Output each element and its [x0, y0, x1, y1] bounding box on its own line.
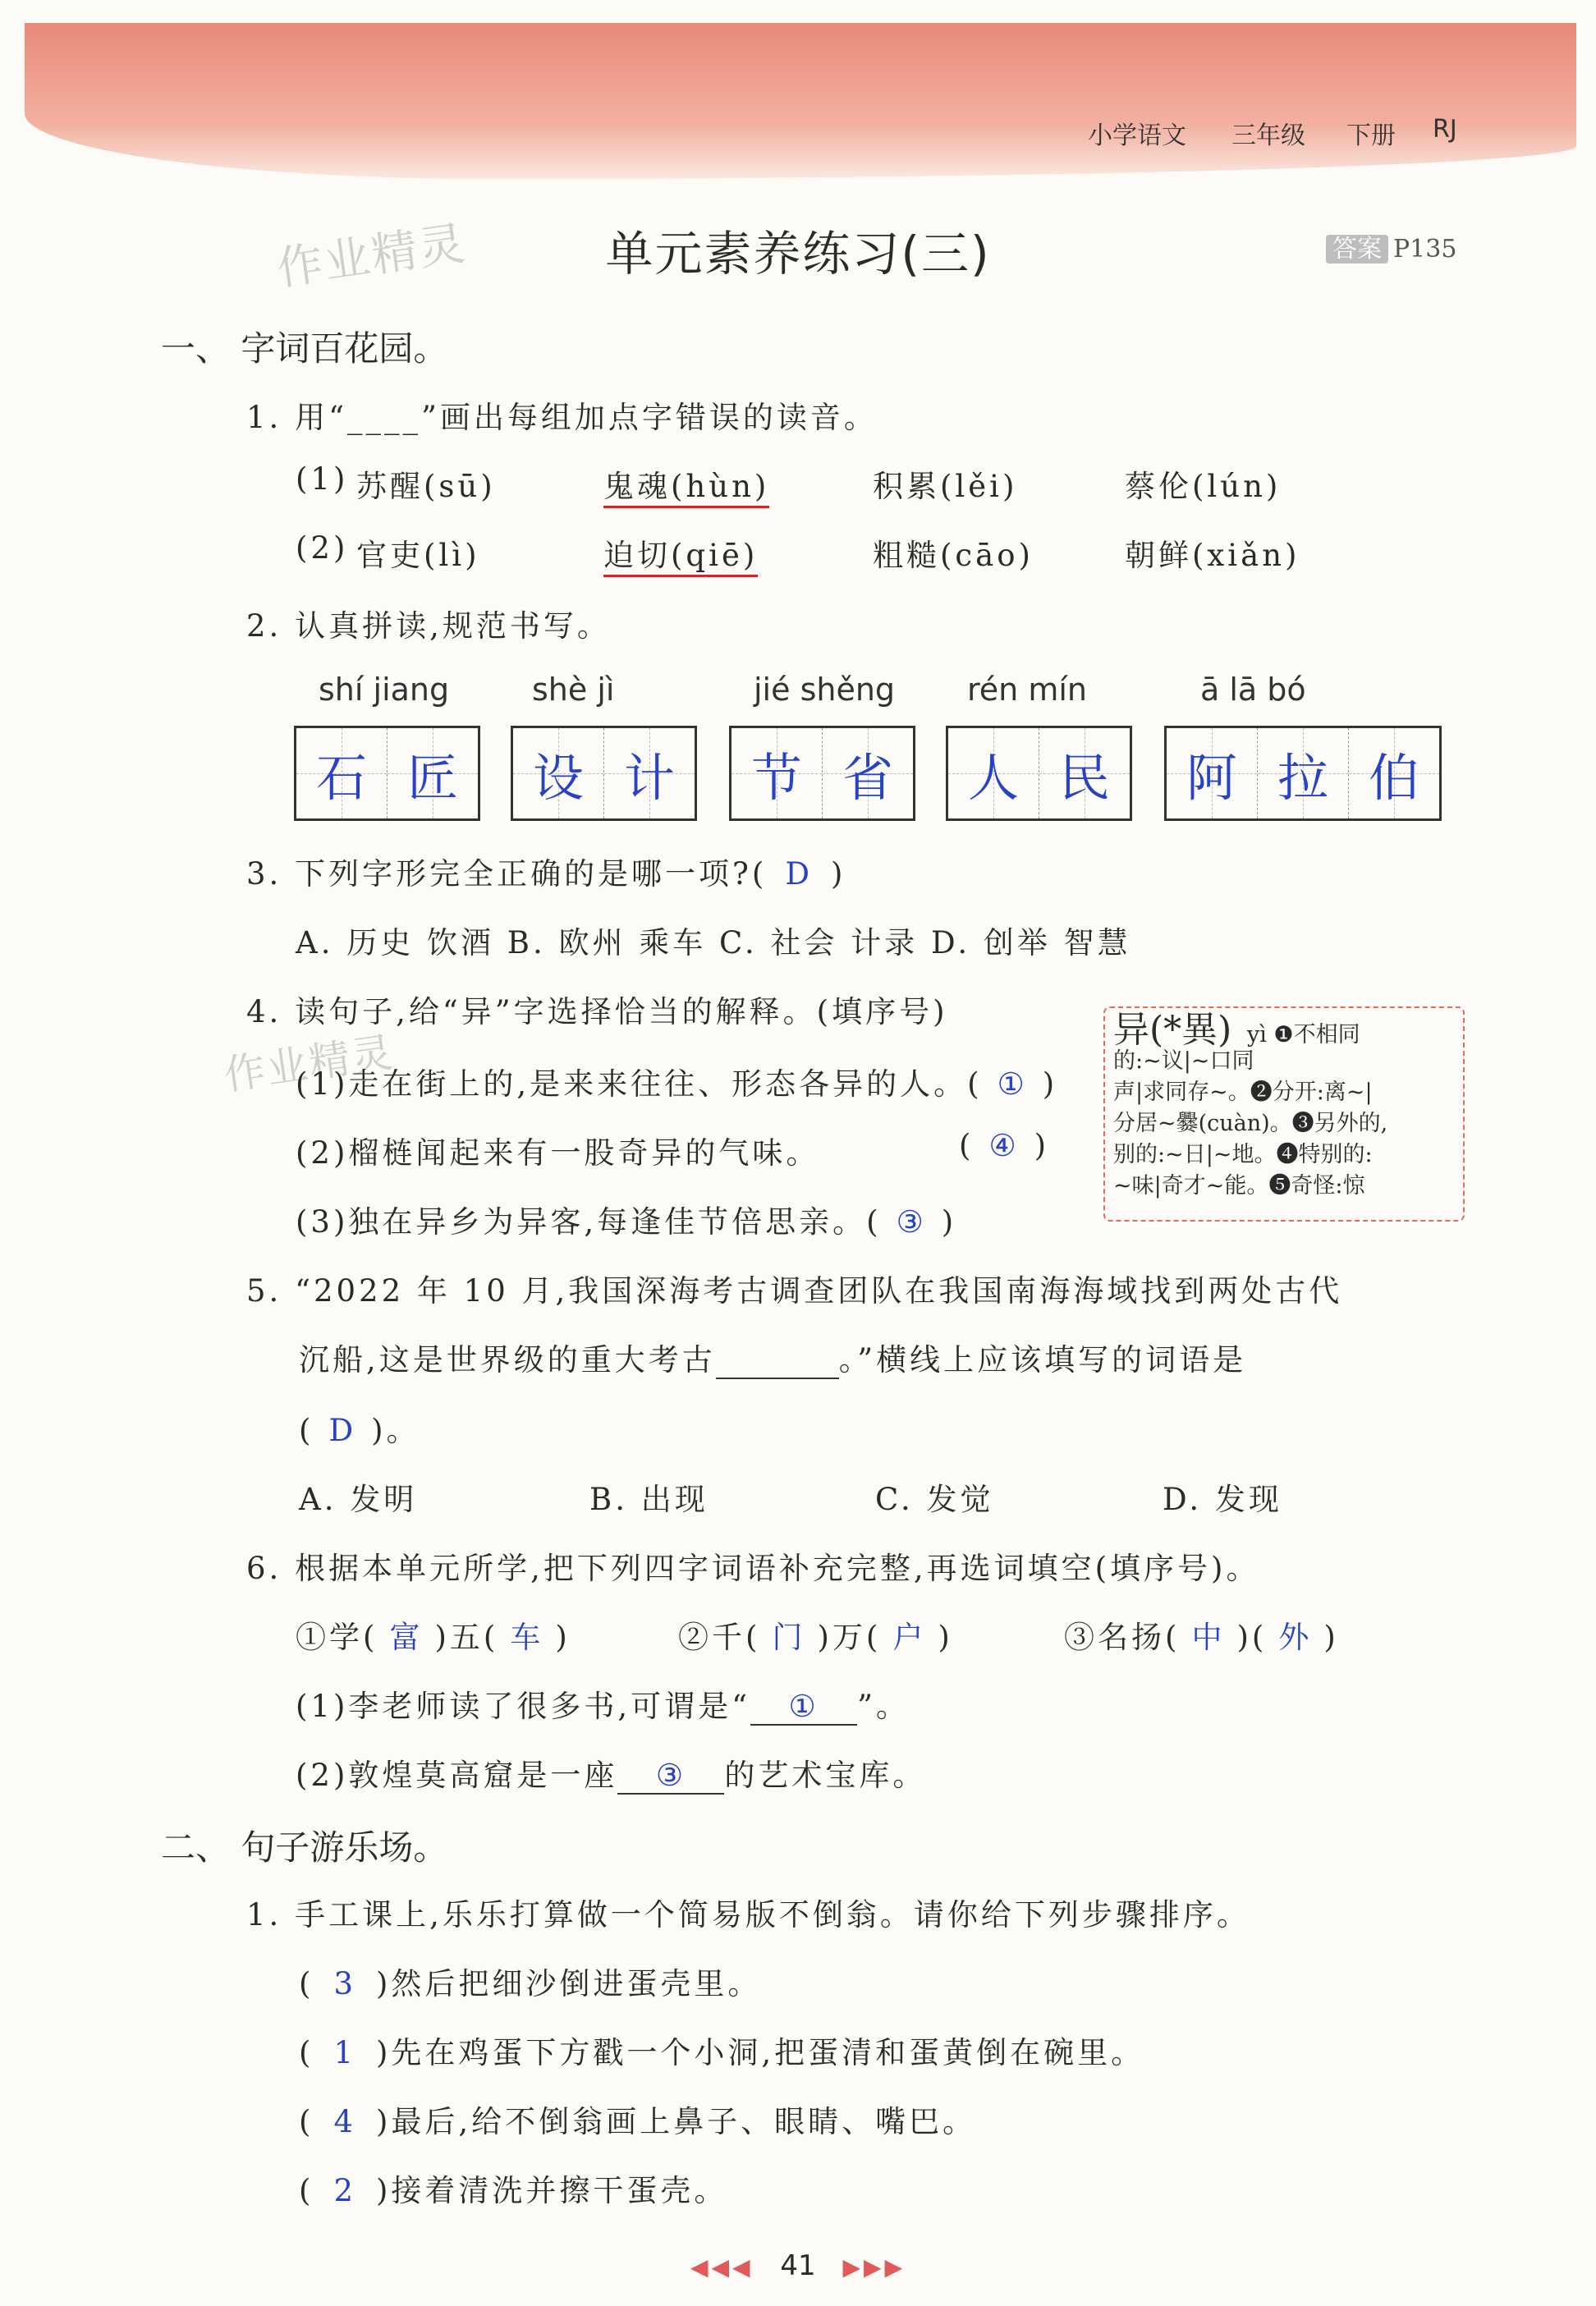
q3-prompt: 3. 下列字形完全正确的是哪一项?( D ) [246, 856, 846, 892]
q5-answer-line: ( D )。 [299, 1413, 420, 1448]
prev-arrows-icon: ◀◀◀ [690, 2253, 754, 2281]
s2-q1-prompt: 1. 手工课上,乐乐打算做一个简易版不倒翁。请你给下列步骤排序。 [246, 1897, 1250, 1932]
header-subject: 小学语文 [1088, 121, 1186, 150]
q5-answer: D [328, 1413, 357, 1448]
dict-line: ❶不相同 [1273, 1022, 1360, 1048]
q6-fill2-answer: ③ [617, 1758, 724, 1795]
q6-idiom1: ①学( 富 )五( 车 ) [296, 1620, 571, 1655]
q2-grid-3 [729, 726, 915, 821]
q1-row1-label: (1) [296, 461, 349, 497]
q6-prompt: 6. 根据本单元所学,把下列四字词语补充完整,再选词填空(填序号)。 [246, 1551, 1260, 1586]
q5-option-c: C. 发觉 [875, 1482, 994, 1517]
dict-head: 异(*異) [1113, 1009, 1232, 1051]
q2-prompt: 2. 认真拼读,规范书写。 [246, 608, 611, 644]
q4-item1: (1)走在街上的,是来来往往、形态各异的人。( ① ) [296, 1066, 1058, 1102]
section2-heading: 二、 句子游乐场。 [161, 1827, 448, 1868]
q2-grid-5 [1164, 726, 1442, 821]
step-4: ( 2 )接着清洗并擦干蛋壳。 [299, 2173, 728, 2208]
dictionary-box [1103, 1006, 1465, 1222]
header-banner [25, 23, 1576, 179]
q1-row1-item3: 积累(lěi) [873, 469, 1018, 504]
grid-cell: 匠 [388, 728, 478, 818]
grid-cell: 拉 [1258, 728, 1349, 818]
section1-heading: 一、 字词百花园。 [161, 328, 448, 369]
q6-idiom2: ②千( 门 )万( 户 ) [678, 1620, 953, 1655]
answer-reference [1326, 228, 1456, 264]
q1-row2-item2: 迫切(qiē) [603, 530, 758, 577]
q1-row2-label: (2) [296, 530, 349, 566]
dict-line: 分居~爨(cuàn)。❸另外的, [1113, 1111, 1388, 1136]
q5-option-d: D. 发现 [1163, 1482, 1282, 1517]
step-2: ( 1 )先在鸡蛋下方戳一个小洞,把蛋清和蛋黄倒在碗里。 [299, 2035, 1145, 2070]
q2-grid-2 [511, 726, 697, 821]
step-1: ( 3 )然后把细沙倒进蛋壳里。 [299, 1966, 762, 2001]
step-3: ( 4 )最后,给不倒翁画上鼻子、眼睛、嘴巴。 [299, 2104, 977, 2139]
dict-line: 别的:~日|~地。❹特别的: [1113, 1142, 1373, 1167]
q5-option-b: B. 出现 [589, 1482, 709, 1517]
grid-cell: 省 [823, 728, 913, 818]
q3-answer: D [785, 856, 814, 892]
q6-fill1: (1)李老师读了很多书,可谓是“ ① ”。 [296, 1689, 910, 1724]
q6-fill1-answer: ① [750, 1689, 857, 1726]
header-edition: RJ [1433, 115, 1457, 144]
dict-pron: yì [1246, 1022, 1267, 1048]
next-arrows-icon: ▶▶▶ [842, 2253, 906, 2281]
q5-line2: 沉船,这是世界级的重大考古 。”横线上应该填写的词语是 [299, 1342, 1247, 1378]
q1-row1-item2: 鬼魂(hùn) [603, 461, 769, 508]
grid-cell: 计 [604, 728, 695, 818]
grid-cell: 人 [948, 728, 1039, 818]
q2-pinyin-5: ā lā bó [1200, 672, 1306, 708]
header-term: 下册 [1346, 121, 1396, 150]
q1-row2-item1: 官吏(lì) [356, 538, 480, 573]
grid-cell: 设 [513, 728, 604, 818]
q1-prompt: 1. 用“____”画出每组加点字错误的读音。 [246, 400, 878, 435]
grid-cell: 阿 [1167, 728, 1258, 818]
q6-fill2: (2)敦煌莫高窟是一座 ③ 的艺术宝库。 [296, 1758, 927, 1793]
dict-line: 声|求同存~。❷分开:离~| [1113, 1080, 1373, 1105]
grid-cell: 伯 [1349, 728, 1439, 818]
q5-option-a: A. 发明 [299, 1482, 418, 1517]
q2-pinyin-1: shí jiang [319, 672, 450, 708]
watermark: 作业精灵 [273, 217, 470, 296]
dict-line: 的:~议|~口同 [1113, 1048, 1254, 1074]
grid-cell: 石 [296, 728, 388, 818]
grid-cell: 节 [732, 728, 823, 818]
q4-item2-answer: ( ④ ) [959, 1128, 1050, 1163]
q2-pinyin-2: shè jì [532, 672, 615, 708]
q3-options: A. 历史 饮酒 B. 欧州 乘车 C. 社会 计录 D. 创举 智慧 [296, 925, 1131, 960]
q4-prompt: 4. 读句子,给“异”字选择恰当的解释。(填序号) [246, 994, 948, 1029]
q1-row1-item1: 苏醒(sū) [356, 469, 496, 504]
q2-grid-4 [946, 726, 1132, 821]
q5-line1: 5. “2022 年 10 月,我国深海考古调查团队在我国南海海域找到两处古代 [246, 1273, 1343, 1309]
q4-item3: (3)独在异乡为异客,每逢佳节倍思亲。( ③ ) [296, 1204, 957, 1240]
header-grade: 三年级 [1231, 121, 1305, 150]
q6-idiom3: ③名扬( 中 )( 外 ) [1064, 1620, 1339, 1655]
answer-page: P135 [1393, 235, 1457, 264]
dict-line: ~味|奇才~能。❺奇怪:惊 [1113, 1173, 1365, 1199]
answer-tag: 答案 [1326, 235, 1388, 264]
grid-cell: 民 [1039, 728, 1130, 818]
watermark-2: 作业精灵 [221, 1028, 397, 1100]
q1-row2-item3: 粗糙(cāo) [873, 538, 1034, 573]
page-title: 单元素养练习(三) [605, 226, 991, 282]
q2-pinyin-4: rén mín [967, 672, 1087, 708]
q4-item2: (2)榴梿闻起来有一股奇异的气味。 [296, 1135, 820, 1171]
q2-pinyin-3: jié shěng [754, 672, 896, 708]
page-footer [0, 2249, 1596, 2282]
q1-row1-item4: 蔡伦(lún) [1125, 469, 1282, 504]
q1-row2-item4: 朝鲜(xiǎn) [1125, 538, 1300, 573]
page-number: 41 [780, 2249, 816, 2282]
q2-grid-1 [294, 726, 480, 821]
